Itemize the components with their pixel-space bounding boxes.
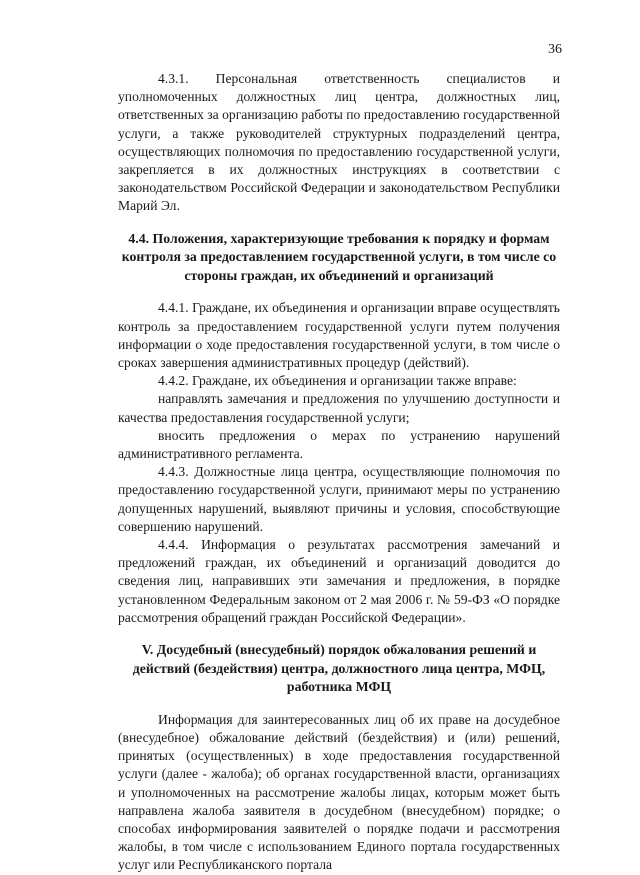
section-heading-4-4: 4.4. Положения, характеризующие требования к порядку и формам контроля за предоставлением государственной услуги, в том числе со стороны граждан, их объединений и организаций bbox=[121, 230, 557, 283]
paragraph-v-intro: Информация для заинтересованных лиц об их праве на досудебное (внесудебное) обжалование действий (бездействия) и (или) решений, принятых (осуществленных) в ходе предоставления государственной услуги (далее - жалоба); об органах государственной власти, организациях и уполномоченных на рассмотрение жалобы лицах, которым может быть направлена жалоба заявителя в досудебном (внесудебном) порядке; о способах информирования заявителей о порядке подачи и рассмотрения жалобы, в том числе с использованием Единого портала государственных услуг или Республиканского портала bbox=[118, 711, 560, 873]
page-content bbox=[118, 70, 560, 875]
paragraph-4-3-1: 4.3.1. Персональная ответственность специалистов и уполномоченных должностных лиц центра, должностных лиц, ответственных за организацию работы по предоставлению государственной услуги, а также руководителей структурных подразделений центра, осуществляющих полномочия по предоставлению государственной услуги, закрепляется в их должностных инструкциях в соответствии с законодательством Российской Федерации и законодательством Республики Марий Эл. bbox=[118, 71, 560, 214]
paragraph-4-4-2: 4.4.2. Граждане, их объединения и организации также вправе: bbox=[158, 373, 517, 389]
paragraph-4-4-3: 4.4.3. Должностные лица центра, осуществляющие полномочия по предоставлению государственной услуги, принимают меры по устранению допущенных нарушений, выявляют причины и условия, способствующие совершению нарушений. bbox=[118, 464, 560, 534]
page-number: 36 bbox=[548, 42, 562, 57]
paragraph-4-4-2-a: направлять замечания и предложения по улучшению доступности и качества предоставления государственной услуги; bbox=[118, 391, 560, 425]
paragraph-4-4-1: 4.4.1. Граждане, их объединения и организации вправе осуществлять контроль за предоставлением государственной услуги путем получения информации о ходе предоставления государственной услуги, в том числе о сроках завершения административных процедур (действий). bbox=[118, 300, 560, 371]
paragraph-4-4-4: 4.4.4. Информация о результатах рассмотрения замечаний и предложений граждан, их объединений и организаций доводится до сведения лиц, направивших эти замечания и предложения, в порядке установленном Федеральным законом от 2 мая 2006 г. № 59-ФЗ «О порядке рассмотрения обращений граждан Российской Федерации». bbox=[118, 537, 560, 625]
paragraph-4-4-2-b: вносить предложения о мерах по устранению нарушений административного регламента. bbox=[118, 427, 560, 462]
section-heading-v: V. Досудебный (внесудебный) порядок обжалования решений и действий (бездействия) центра, должностного лица центра, МФЦ, работника МФЦ bbox=[132, 642, 546, 695]
